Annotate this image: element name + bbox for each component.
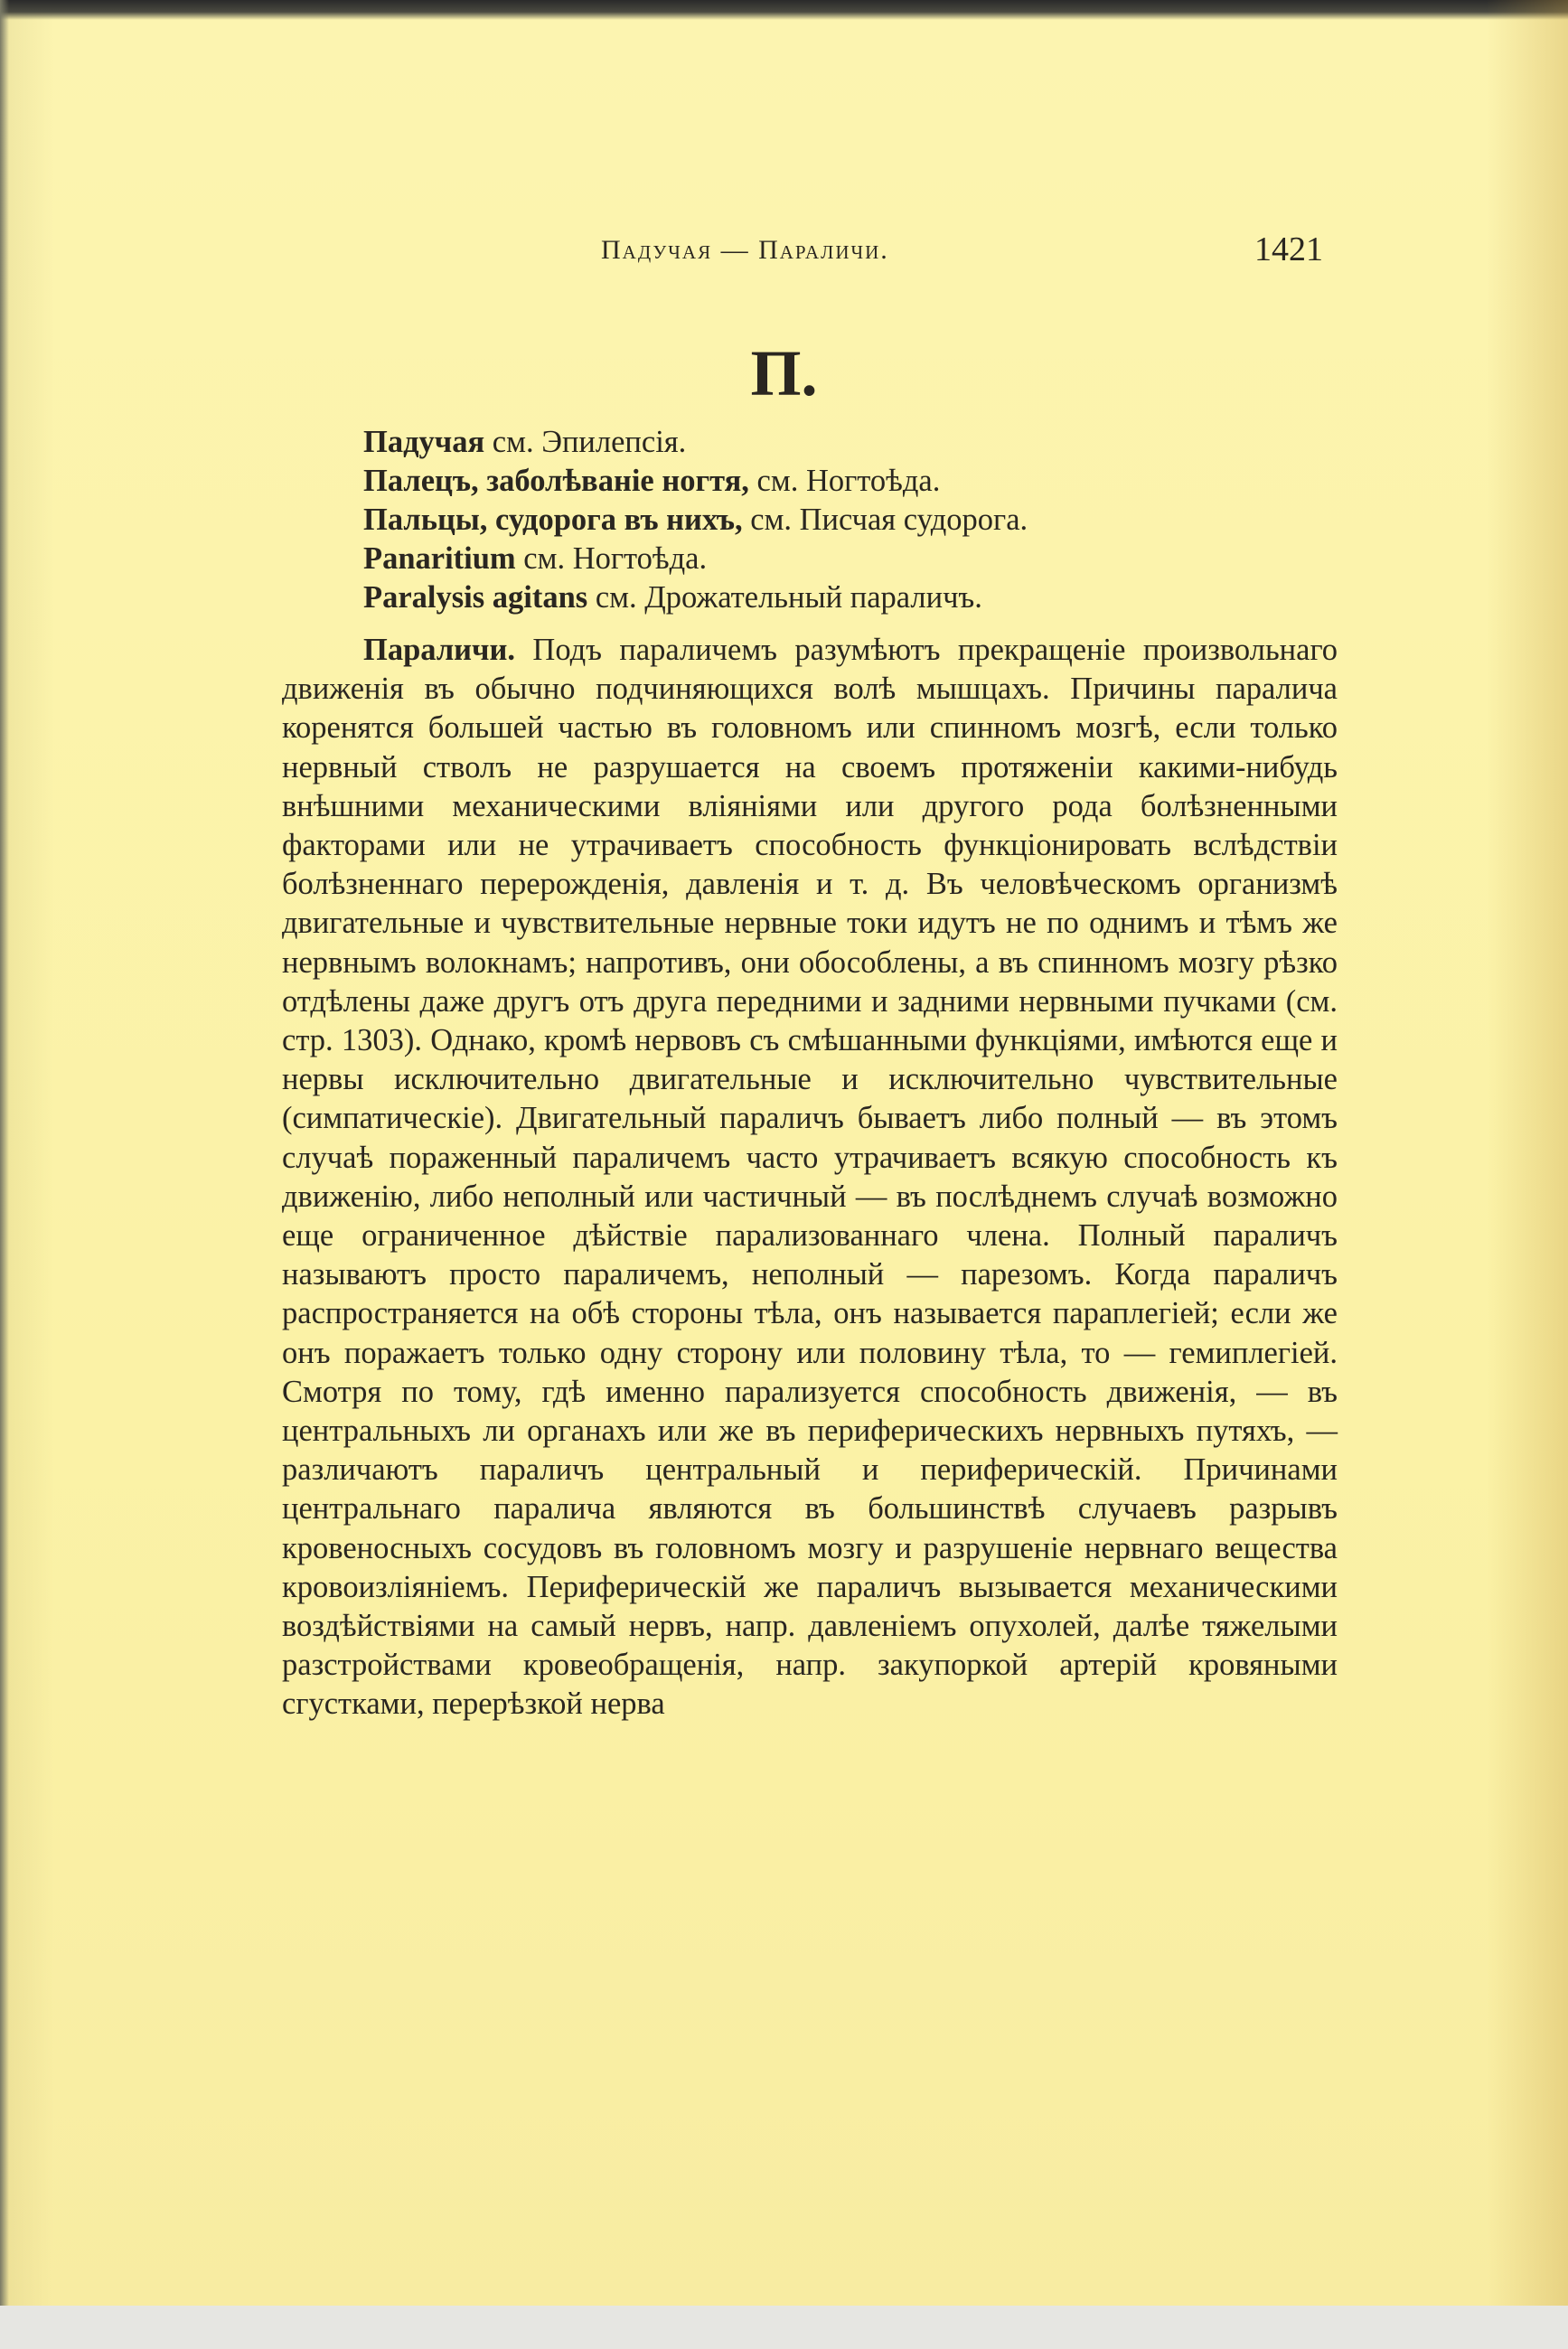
entry-term: Paralysis agitans xyxy=(363,580,588,615)
entry-term: Panaritium xyxy=(363,541,516,576)
entry-paralysis-agitans xyxy=(282,578,1338,617)
entry-term: Пальцы, судорога въ нихъ, xyxy=(363,503,743,537)
entry-reference: см. Писчая судорога. xyxy=(742,503,1028,537)
running-head xyxy=(0,228,1568,282)
entry-paltsy xyxy=(282,501,1338,540)
entry-paduchaya xyxy=(282,423,1338,462)
scan-top-edge xyxy=(0,0,1568,20)
page-number: 1421 xyxy=(1254,230,1323,268)
article-term: Параличи. xyxy=(363,633,516,667)
entry-reference: см. Дрожательный параличъ. xyxy=(587,580,982,615)
running-title: Падучая — Параличи. xyxy=(601,235,889,265)
scan-bottom-strip xyxy=(0,2306,1568,2349)
cross-reference-list xyxy=(282,423,1338,617)
entry-term: Падучая xyxy=(363,425,485,459)
entry-panaritium xyxy=(282,540,1338,578)
entry-term: Палецъ, заболѣваніе ногтя, xyxy=(363,464,749,498)
entry-reference: см. Ногтоѣда. xyxy=(748,464,941,498)
section-letter: П. xyxy=(750,337,818,409)
entry-palets xyxy=(282,462,1338,501)
entry-reference: см. Эпилепсія. xyxy=(484,425,687,459)
article-text: Подъ параличемъ разумѣютъ прекращеніе произвольнаго движенія въ обычно подчиняющихся волѣ мышцахъ. Причины паралича коренятся большей частью въ головномъ или спинномъ мозгѣ, если только нервный стволъ не разрушается на своемъ протяженіи какими-нибудь внѣшними механическими вліяніями или другого рода болѣзненными факторами или не утрачиваетъ способность функціонировать вслѣдствіи болѣзненнаго перерожденія, давленія и т. д. Въ человѣческомъ организмѣ двигательные и чувствительные нервные токи идутъ не по однимъ и тѣмъ же нервнымъ волокнамъ; напротивъ, они обособлены, а въ спинномъ мозгу рѣзко отдѣлены даже другъ отъ друга передними и задними нервными пучками (см. стр. 1303). Однако, кромѣ нервовъ съ смѣшанными функціями, имѣются еще и нервы исключительно двигательные и исключительно чувствительные (симпатическіе). Двигательный параличъ бываетъ либо полный — въ этомъ случаѣ пораженный параличемъ часто утрачиваетъ всякую способность къ движенію, либо неполный или частичный — въ послѣднемъ случаѣ возможно еще ограниченное дѣйствіе парализованнаго члена. Полный параличъ называютъ просто параличемъ, неполный — парезомъ. Когда параличъ распространяется на обѣ стороны тѣла, онъ называется параплегіей; если же онъ поражаетъ только одну сторону или половину тѣла, то — гемиплегіей. Смотря по тому, гдѣ именно парализуется способность движенія, — въ центральныхъ ли органахъ или же въ периферическихъ нервныхъ путяхъ, — различаютъ параличъ центральный и периферическій. Причинами центральнаго паралича являются въ большинствѣ случаевъ разрывъ кровеносныхъ сосудовъ въ головномъ мозгу и разрушеніе нервнаго вещества кровоизліяніемъ. Периферическій же параличъ вызывается механическими воздѣйствіями на самый нервъ, напр. давленіемъ опухолей, далѣе тяжелыми разстройствами кровеобращенія, напр. закупоркой артерій кровяными сгустками, перерѣзкой нерва xyxy=(282,633,1338,1722)
article-paralichi xyxy=(282,631,1338,1724)
entry-reference: см. Ногтоѣда. xyxy=(515,541,708,576)
